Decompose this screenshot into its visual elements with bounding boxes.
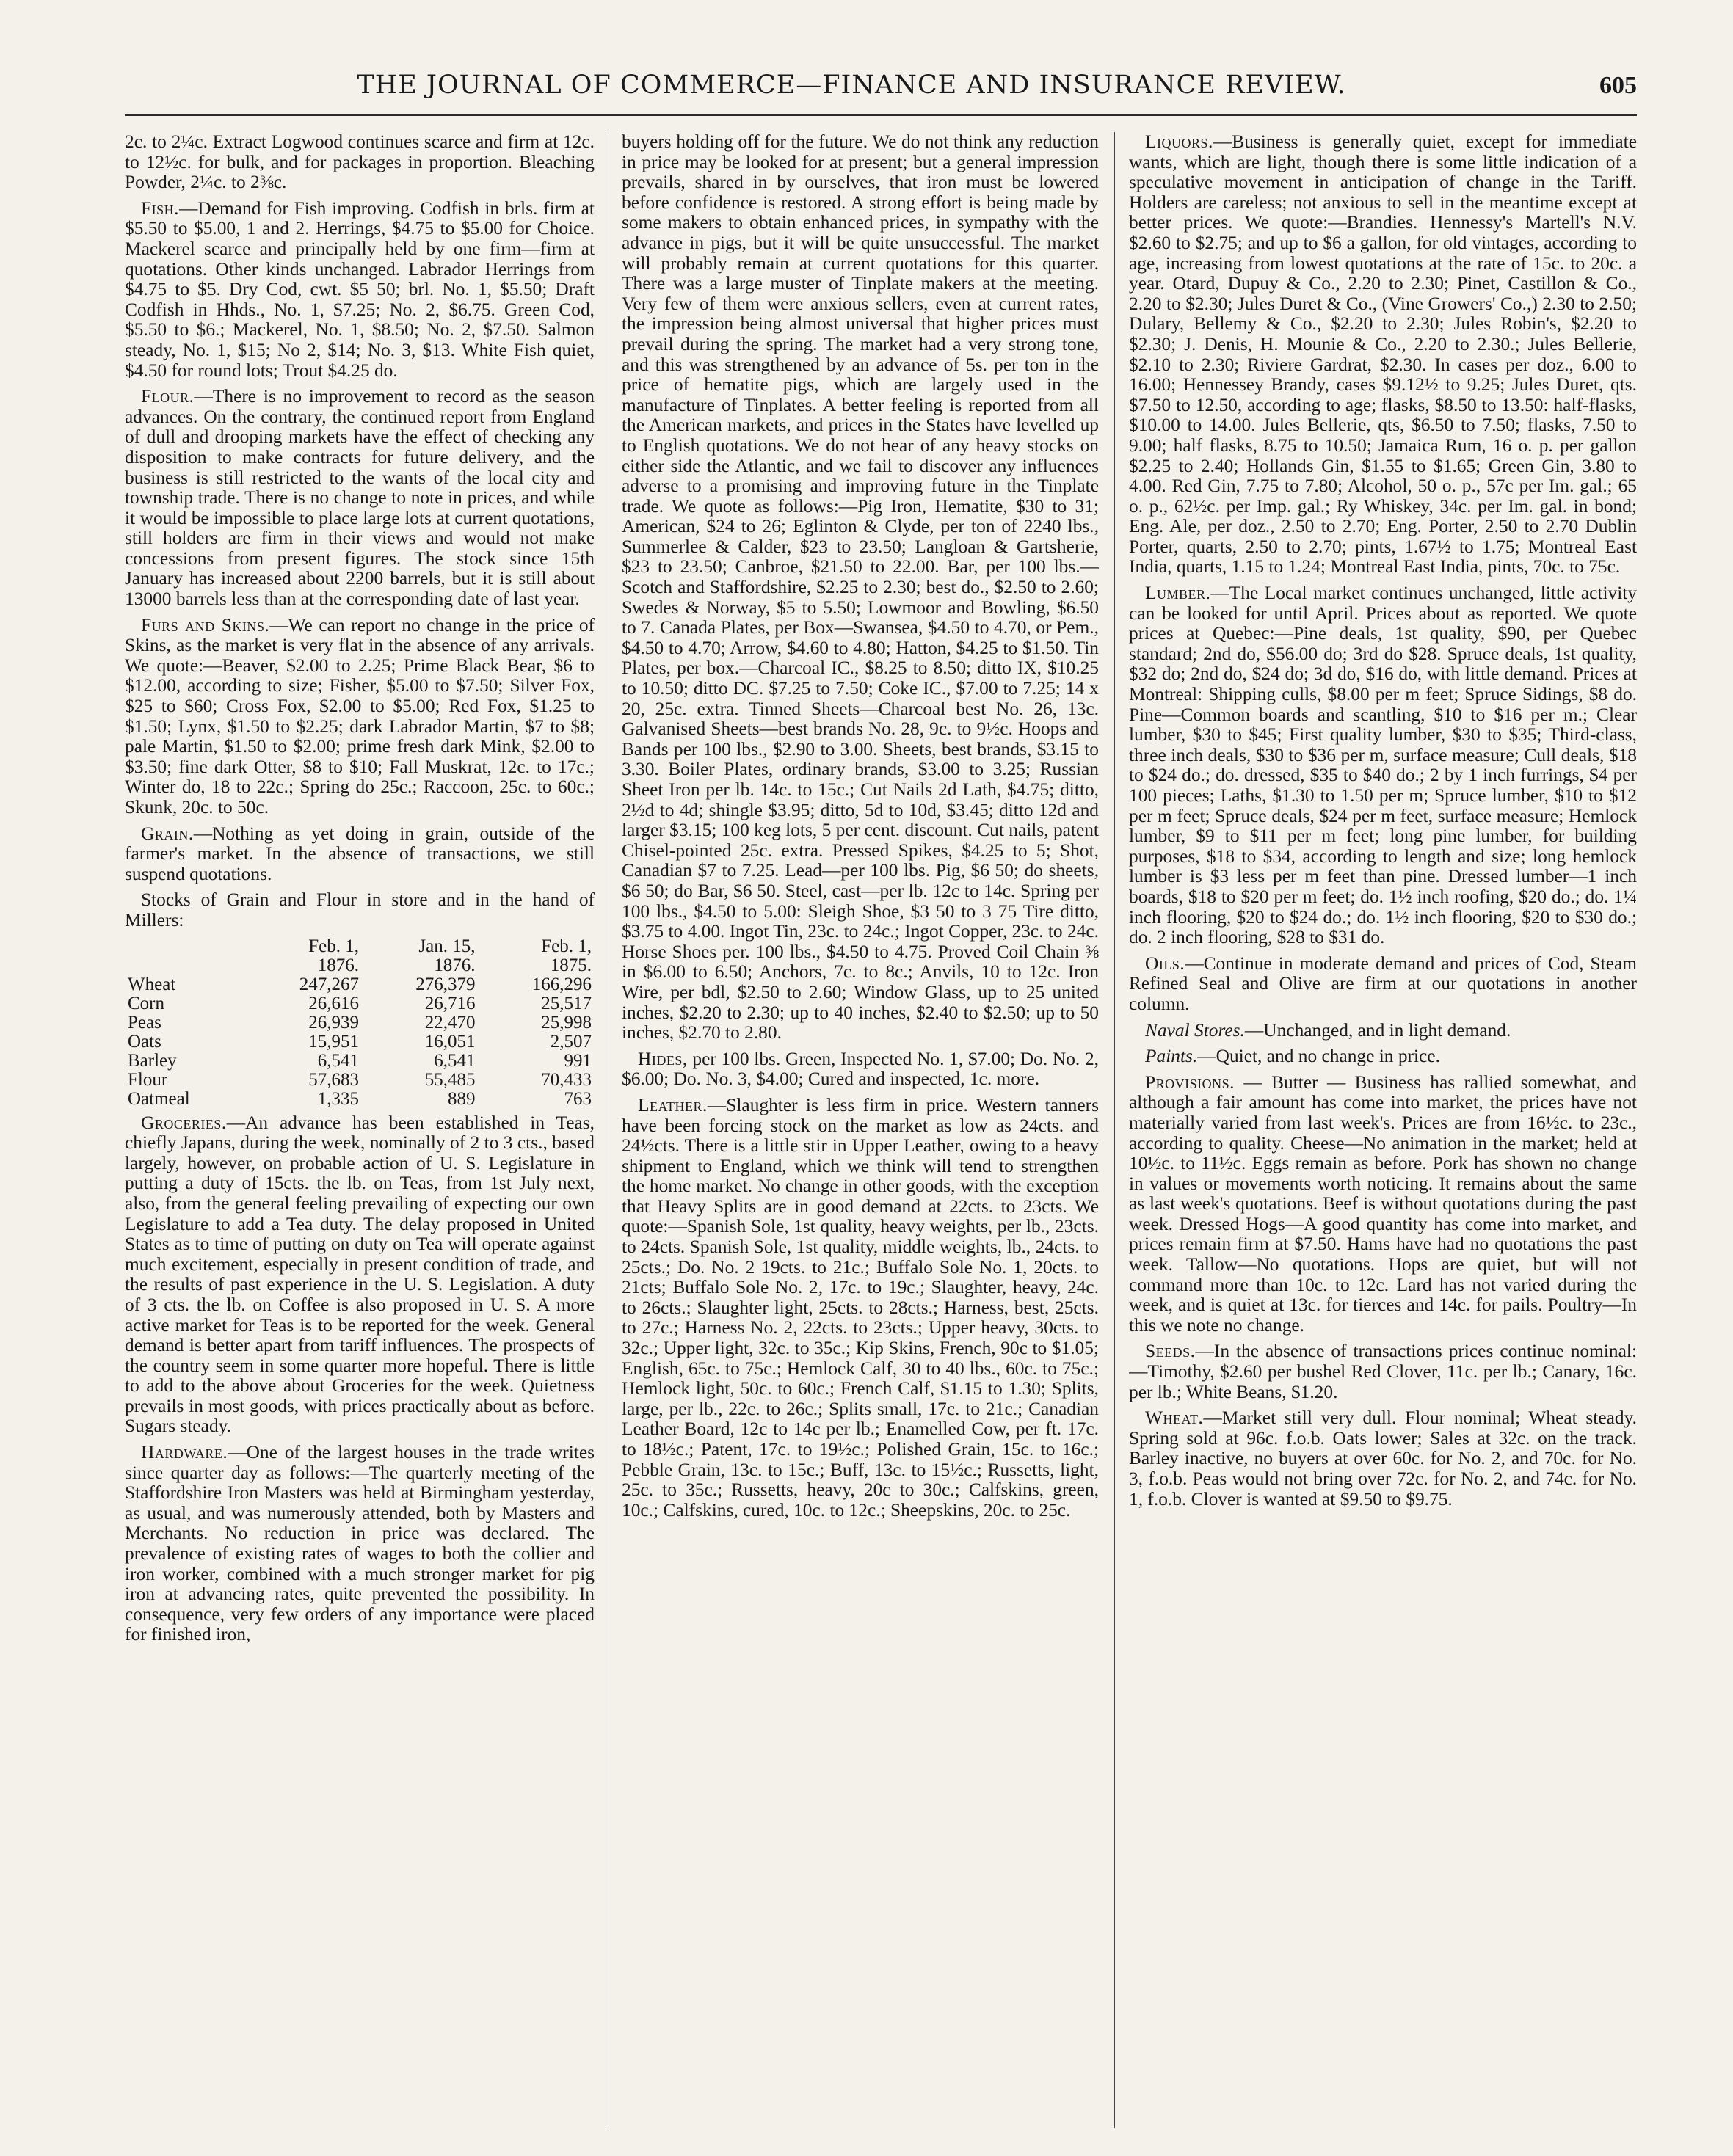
section-heading: Lumber.	[1145, 583, 1211, 604]
table-row	[125, 1090, 595, 1109]
section-heading: Seeds.	[1145, 1341, 1196, 1362]
paragraph-text: per 100 lbs. Green, Inspected No. 1, $7.00; Do. No. 2, $6.00; Do. No. 3, $4.00; Cured and inspected, 1c. more.	[622, 1048, 1099, 1090]
section-heading: Groceries.	[141, 1112, 227, 1133]
table-cell: 991	[564, 1050, 592, 1071]
column-middle	[622, 132, 1099, 2128]
paragraph-text: —Demand for Fish improving. Codfish in brls. firm at $5.50 to $5.00, 1 and 2. Herrings, $4.75 to $5.00 for Choice. Mackerel scarce and principally held by one firm—firm at quotations. Other kinds unchanged. Labrador Herrings from $4.75 to $5. Dry Cod, cwt. $5 50; brl. No. 1, $5.50; Draft Codfish in Hhds., No. 1, $7.25; No. 2, $6.75. Green Cod, $5.50 to $6.; Mackerel, No. 1, $8.50; No. 2, $7.50. Salmon steady, No. 1, $15; No 2, $14; No. 3, $13. White Fish quiet, $4.50 for round lots; Trout $4.25 do.	[125, 197, 595, 381]
section-heading: Leather.	[638, 1094, 708, 1115]
groceries-paragraph	[125, 1113, 595, 1438]
column-rule	[1114, 132, 1115, 2128]
section-heading: Hides,	[638, 1048, 688, 1069]
table-cell: 1,335	[317, 1088, 360, 1109]
paragraph-text: —An advance has been established in Teas, chiefly Japans, during the week, nominally of 2 to 3 cts., based largely, however, on probable action of U. S. Legislature in putting a duty of 15cts. the lb. on Teas, from 1st July next, also, from the general feeling prevailing of expecting our own Legislature to add a Tea duty. The delay proposed in United States as to time of putting on duty on Tea will operate against much excitement, especially in present condition of trade, and the results of past experience in the U. S. Legislation. A duty of 3 cts. the lb. on Coffee is also proposed in U. S. A more active market for Teas is to be reported for the week. General demand is better apart from tariff influences. The prospects of the country seem in some quarter more hopeful. There is little to add to the above about Groceries for the week. Quietness prevails in most goods, with prices practically about as before. Sugars steady.	[125, 1112, 595, 1437]
hardware-paragraph	[125, 1443, 595, 1645]
table-cell: 2,507	[550, 1031, 592, 1052]
seeds-paragraph	[1129, 1341, 1637, 1402]
paragraph-text: —In the absence of transactions prices continue nominal:—Timothy, $2.60 per bushel Red Clover, 11c. per lb.; Canary, 16c. per lb.; White Beans, $1.20.	[1129, 1341, 1637, 1402]
paragraph-text: —There is no improvement to record as the season advances. On the contrary, the continued report from England of dull and drooping markets have the effect of checking any disposition to make contracts for future delivery, and the business is still restricted to the wants of the local city and township trade. There is no change to note in prices, and while it would be impossible to place large lots at current quotations, still holders are firm in their views and would not make concessions from present figures. The stock since 15th January has increased about 2200 barrels, but it is still about 13000 barrels less than at the corresponding date of last year.	[125, 386, 595, 610]
paragraph-text: — Butter — Business has rallied somewhat, and although a fair amount has come into market, the prices have not materially varied from last week's. Prices are from 16½c. to 23c., according to quality. Cheese—No animation in the market; held at 10½c. to 11½c. Eggs remain as before. Pork has shown no change in values or movements worth noticing. It remains about the same as last week's quotations. Beef is without quotations during the past week. Dressed Hogs—A good quantity has come into market, and prices remain firm at $7.50. Hams have had no quotations the past week. Tallow—No quotations. Hops are quiet, but will not command more than 10c. to 12c. Lard has not varied during the week, and is quiet at 13c. for tierces and 14c. for pails. Poultry—In this we note no change.	[1129, 1071, 1637, 1336]
table-cell: 276,379	[415, 974, 476, 994]
table-row	[125, 1033, 595, 1052]
table-cell: 55,485	[424, 1069, 476, 1090]
paragraph-text: —Unchanged, and in light demand.	[1244, 1019, 1511, 1041]
table-cell: 26,616	[308, 993, 360, 1013]
table-header: 1875.	[550, 955, 592, 975]
table-cell: 6,541	[434, 1050, 476, 1071]
table-cell: Oats	[128, 1031, 161, 1052]
paragraph-text: —The Local market continues unchanged, little activity can be looked for until April. Prices about as reported. We quote prices at Quebec:—Pine deals, 1st quality, $90, per Quebec standard; 2nd do, $56.00 do; 3rd do $28. Spruce deals, 1st quality, $32 do; 2nd do, $24 do; 3d do, $16 do, with little demand. Prices at Montreal: Shipping culls, $8.00 per m feet; Spruce Sidings, $8 do. Pine—Common boards and scantling, $10 to $16 per m.; Clear lumber, $30 to $45; First quality lumber, $30 to $35; Third-class, three inch deals, $30 to $36 per m, surface measure; Cull deals, $18 to $24 do.; do. dressed, $35 to $40 do.; 2 by 1 inch furrings, $4 per 100 pieces; Laths, $1.30 to 1.50 per m; Spruce lumber, $10 to $12 per m feet; Spruce deals, $24 per m feet, surface measure; Hemlock lumber, $9 to $11 per m feet; long pine lumber, for building purposes, $18 to $34, according to length and size; long hemlock lumber is $3 less per m feet than pine. Dressed lumber—1 inch boards, $18 to $20 per m feet; do. 1½ inch roofing, $20 do.; do. 1¼ inch flooring, $20 to $24 do.; do. 1½ inch flooring, $20 to $30 do.; do. 2 inch flooring, $28 to $31 do.	[1129, 583, 1637, 948]
fish-paragraph	[125, 199, 595, 381]
section-heading: Wheat.	[1145, 1407, 1204, 1429]
table-cell: 26,939	[308, 1012, 360, 1033]
paragraph-text: —Business is generally quiet, except for immediate wants, which are light, though there is some little indication of a speculative movement in anticipation of change in the Tariff. Holders are careless; not anxious to sell in the meantime except at better prices. We quote:—Brandies. Hennessy's Martell's N.V. $2.60 to $2.75; and up to $6 a gallon, for old vintages, according to age, increasing from lowest quotations at the rate of 15c. to 20c. a year. Otard, Dupuy & Co., 2.20 to 2.30; Pinet, Castillon & Co., 2.20 to $2.30; Jules Duret & Co., (Vine Growers' Co.,) 2.30 to 2.50; Dulary, Bellemy & Co., $2.20 to 2.30; Jules Robin's, $2.20 to $2.30; J. Denis, H. Mounie & Co., 2.20 to 2.30.; Jules Bellerie, $2.10 to 2.30; Riviere Gardrat, $2.30. In cases per doz., 6.00 to 16.00; Hennessey Brandy, cases $9.12½ to 9.25; Jules Duret, qts. $7.50 to 12.50, according to age; flasks, $8.50 to 13.50: half-flasks, $10.00 to 14.00. Jules Bellerie, qts, $6.50 to 7.50; flasks, 7.50 to 9.00; half flasks, 8.75 to 10.50; Jamaica Rum, 16 o. p. per gallon $2.25 to 2.40; Hollands Gin, $1.55 to $1.65; Green Gin, 3.80 to 4.00. Red Gin, 7.75 to 7.80; Alcohol, 50 o. p., 57c per Im. gal.; 65 o. p., 62½c. per Imp. gal.; Ry Whiskey, 34c. per Im. gal. in bond; Eng. Ale, per doz., 2.50 to 2.70; Eng. Porter, 2.50 to 2.70 Dublin Porter, quarts, 2.50 to 2.70; pints, 1.67½ to 1.75; Montreal East India, quarts, 1.15 to 1.24; Montreal East India, pints, 70c. to 75c.	[1129, 132, 1637, 578]
liquors-paragraph	[1129, 132, 1637, 578]
section-heading: Liquors.	[1145, 132, 1213, 152]
naval-stores-paragraph	[1129, 1021, 1637, 1041]
hardware-continuation: buyers holding off for the future. We do not think any reduction in price may be looked for at present; but a general impression prevails, shared in by ourselves, that iron must be lowered before confidence is restored. A strong effort is being made by some makers to obtain enhanced prices, in sympathy with the advance in pigs, but it will be quite unsuccessful. The market will probably remain at current quotations for this quarter. There was a large muster of Tinplate makers at the meeting. Very few of them were anxious sellers, even at current rates, the impression being almost universal that higher prices must prevail during the spring. The market had a very strong tone, and this was strengthened by an advance of 5s. per ton in the price of hematite pigs, which are largely used in the manufacture of Tinplates. A better feeling is reported from all the American markets, and prices in the States have levelled up to English quotations. We do not hear of any heavy stocks on either side the Atlantic, and we fail to discover any influences adverse to a promising and improving future in the Tinplate trade. We quote as follows:—Pig Iron, Hematite, $30 to 31; American, $24 to 26; Eglinton & Clyde, per ton of 2240 lbs., Summerlee & Calder, $23 to 23.50; Langloan & Gartsherie, $23 to 23.50; Canbroe, $21.50 to 22.00. Bar, per 100 lbs.—Scotch and Staffordshire, $2.25 to 2.30; best do., $2.50 to 2.60; Swedes & Norway, $5 to 5.50; Lowmoor and Bowling, $6.50 to 7. Canada Plates, per Box—Swansea, $4.50 to 4.70, or Pem., $4.50 to 4.70; Arrow, $4.60 to 4.80; Hatton, $4.25 to $1.50. Tin Plates, per box.—Charcoal IC., $8.25 to 8.50; ditto IX, $10.25 to 10.50; ditto DC. $7.25 to 7.50; Coke IC., $7.00 to 7.25; 14 x 20, 25c. extra. Tinned Sheets—Charcoal best No. 26, 13c. Galvanised Sheets—best brands No. 28, 9c. to 9½c. Hoops and Bands per 100 lbs., $2.90 to 3.00. Sheets, best brands, $3.15 to 3.30. Boiler Plates, ordinary brands, $3.00 to 3.25; Russian Sheet Iron per lb. 14c. to 15c.; Cut Nails 2d Lath, $4.75; ditto, 2½d to 4d; shingle $3.95; ditto, 5d to 10d, $3.45; ditto 12d and larger $3.15; 100 keg lots, 5 per cent. discount. Cut nails, patent Chisel-pointed 25c. extra. Pressed Spikes, $4.25 to 5; Shot, Canadian $7 to 7.25. Lead—per 100 lbs. Pig, $6 50; do sheets, $6 50; do Bar, $6 50. Steel, cast—per lb. 12c to 14c. Spring per 100 lbs., $4.50 to 5.00: Sleigh Shoe, $3 50 to 3 75 Tire ditto, $3.75 to 4.00. Ingot Tin, 23c. to 24c.; Ingot Copper, 23c. to 24c. Horse Shoes per. 100 lbs., $4.50 to 4.75. Proved Coil Chain ⅜ in $6.00 to 6.50; Anchors, 7c. to 8c.; Anvils, 10 to 12c. Iron Wire, per bdl, $2.50 to 2.60; Window Glass, up to 25 united inches, $2.20 to 2.30; up to 40 inches, $2.40 to $2.50; up to 50 inches, $2.70 to 2.80.	[622, 132, 1099, 1044]
hides-paragraph	[622, 1049, 1099, 1090]
table-row	[125, 994, 595, 1013]
table-cell: Flour	[128, 1069, 168, 1090]
leather-paragraph	[622, 1096, 1099, 1521]
table-header: Jan. 15,	[418, 936, 476, 956]
table-row	[125, 1052, 595, 1071]
table-cell: 6,541	[317, 1050, 360, 1071]
paragraph-text: —Quiet, and no change in price.	[1197, 1046, 1440, 1067]
table-header: 1876.	[434, 955, 476, 975]
paragraph-text: —We can report no change in the price of Skins, as the market is very flat in the absence of any arrivals. We quote:—Beaver, $2.00 to 2.25; Prime Black Bear, $6 to $12.00, according to size; Fisher, $5.00 to $7.50; Silver Fox, $25 to $60; Cross Fox, $2.00 to $5.00; Red Fox, $1.25 to $1.50; Lynx, $1.50 to $2.25; dark Labrador Martin, $7 to $8; pale Martin, $1.50 to $2.00; prime fresh dark Mink, $2.00 to $3.50; fine dark Otter, $8 to $10; Fall Muskrat, 12c. to 17c.; Winter do, 18 to 22c.; Spring do 25c.; Raccoon, 25c. to 60c.; Skunk, 20c. to 50c.	[125, 614, 595, 817]
column-right	[1129, 132, 1637, 2128]
grain-stocks-table	[125, 937, 595, 1109]
table-header	[125, 956, 246, 975]
table-header	[125, 937, 246, 956]
table-cell: 247,267	[299, 974, 360, 994]
table-cell: 16,051	[424, 1031, 476, 1052]
paints-paragraph	[1129, 1046, 1637, 1067]
running-title: THE JOURNAL OF COMMERCE—FINANCE AND INSURANCE REVIEW.	[357, 70, 1346, 100]
grain-paragraph	[125, 824, 595, 885]
table-cell: 166,296	[531, 974, 592, 994]
section-heading: Flour.	[141, 386, 195, 407]
column-left	[125, 132, 595, 2128]
section-heading: Oils.	[1145, 953, 1185, 974]
table-cell: 57,683	[308, 1069, 360, 1090]
table-cell: Oatmeal	[128, 1088, 190, 1109]
oils-paragraph	[1129, 954, 1637, 1015]
table-cell: 763	[564, 1088, 592, 1109]
chemicals-continuation: 2c. to 2¼c. Extract Logwood continues scarce and firm at 12c. to 12½c. for bulk, and for packages in proportion. Bleaching Powder, 2¼c. to 2⅜c.	[125, 132, 595, 193]
section-heading: Grain.	[141, 823, 194, 844]
table-cell: 15,951	[308, 1031, 360, 1052]
table-header: 1876.	[317, 955, 360, 975]
section-heading: Hardware.	[141, 1442, 228, 1463]
table-cell: Barley	[128, 1050, 177, 1071]
table-row	[125, 1013, 595, 1033]
stocks-intro: Stocks of Grain and Flour in store and in the hand of Millers:	[125, 889, 595, 930]
furs-paragraph	[125, 616, 595, 818]
table-header: Feb. 1,	[541, 936, 592, 956]
page-header	[125, 70, 1637, 116]
page-number: 605	[1599, 72, 1637, 99]
table-header-row	[125, 956, 595, 975]
section-heading: Provisions.	[1145, 1071, 1235, 1093]
table-cell: 889	[448, 1088, 476, 1109]
paragraph-text: —Continue in moderate demand and prices of Cod, Steam Refined Seal and Olive are firm at our quotations in another column.	[1129, 953, 1637, 1014]
paragraph-text: —One of the largest houses in the trade writes since quarter day as follows:—The quarterly meeting of the Staffordshire Iron Masters was held at Birmingham yesterday, as usual, and was numerously attended, both by Masters and Merchants. No reduction in price was declared. The prevalence of existing rates of wages to both the collier and iron worker, combined with a much stronger market for pig iron at advancing rates, quite prevented the possibility. In consequence, very few orders of any importance were placed for finished iron,	[125, 1442, 595, 1645]
table-cell: 25,517	[541, 993, 592, 1013]
lumber-paragraph	[1129, 583, 1637, 948]
paragraph-text: —Slaughter is less firm in price. Western tanners have been forcing stock on the market as low as 24cts. and 24½cts. There is a little stir in Upper Leather, owing to a heavy shipment to England, which we think will tend to strengthen the home market. No change in other goods, with the exception that Heavy Splits are in good demand at 22cts. to 23cts. We quote:—Spanish Sole, 1st quality, heavy weights, per lb., 23cts. to 24cts. Spanish Sole, 1st quality, middle weights, lb., 24cts. to 25cts.; Do. No. 2 19cts. to 21c.; Buffalo Sole No. 1, 20cts. to 21cts; Buffalo Sole No. 2, 17c. to 19c.; Slaughter, heavy, 24c. to 26cts.; Slaughter light, 25cts. to 28cts.; Harness, best, 25cts. to 27c.; Harness No. 2, 22cts. to 23cts.; Upper heavy, 30cts. to 32c.; Upper light, 32c. to 35c.; Kip Skins, French, 90c to $1.05; English, 65c. to 75c.; Hemlock Calf, 30 to 40 lbs., 60c. to 75c.; Hemlock light, 50c. to 60c.; French Calf, $1.15 to 1.30; Splits, large, per lb., 22c. to 26c.; Splits small, 17c. to 21c.; Canadian Leather Board, 12c to 14c per lb.; Enamelled Cow, per ft. 17c. to 18½c.; Patent, 17c. to 19½c.; Polished Grain, 15c. to 16c.; Pebble Grain, 13c. to 15c.; Buff, 13c. to 15½c.; Russetts, light, 25c. to 35c.; Russetts, heavy, 20c to 30c.; Calfskins, green, 10c.; Calfskins, cured, 10c. to 12c.; Sheepskins, 20c. to 25c.	[622, 1094, 1099, 1521]
table-header-row	[125, 937, 595, 956]
table-row	[125, 1071, 595, 1090]
table-cell: 26,716	[424, 993, 476, 1013]
paragraph-text: —Market still very dull. Flour nominal; Wheat steady. Spring sold at 96c. f.o.b. Oats lower; Sales at 32c. on the track. Barley inactive, no buyers at over 60c. for No. 2, and 70c. for No. 3, f.o.b. Peas would not bring over 72c. for No. 2, and 74c. for No. 1, f.o.b. Clover is wanted at $9.50 to $9.75.	[1129, 1407, 1637, 1509]
table-cell: Wheat	[128, 974, 176, 994]
table-cell: 22,470	[424, 1012, 476, 1033]
section-heading: Furs and Skins.	[141, 614, 270, 635]
section-heading: Naval Stores.	[1145, 1019, 1245, 1041]
table-header: Feb. 1,	[308, 936, 360, 956]
table-cell: Peas	[128, 1012, 161, 1033]
section-heading: Paints.	[1145, 1046, 1198, 1067]
paragraph-text: —Nothing as yet doing in grain, outside of the farmer's market. In the absence of transactions, we still suspend quotations.	[125, 823, 595, 884]
table-cell: 25,998	[541, 1012, 592, 1033]
table-row	[125, 975, 595, 994]
wheat-paragraph	[1129, 1408, 1637, 1509]
provisions-paragraph	[1129, 1073, 1637, 1336]
flour-paragraph	[125, 387, 595, 610]
table-cell: Corn	[128, 993, 164, 1013]
table-cell: 70,433	[541, 1069, 592, 1090]
section-heading: Fish.	[141, 197, 179, 219]
